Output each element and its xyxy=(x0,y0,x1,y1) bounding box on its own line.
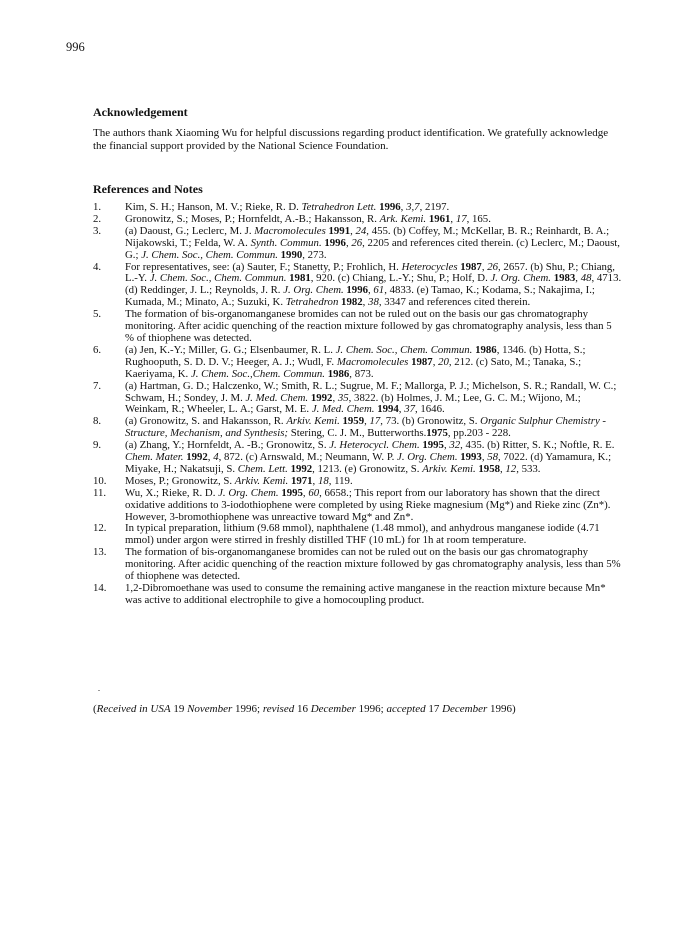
reference-number: 12. xyxy=(93,522,107,535)
references-heading: References and Notes xyxy=(93,182,203,196)
acknowledgement-heading: Acknowledgement xyxy=(93,105,188,119)
reference-text: Gronowitz, S.; Moses, P.; Hornfeldt, A.-B.; Hakansson, R. Ark. Kemi. 1961, 17, 165. xyxy=(125,212,491,225)
reference-item xyxy=(93,345,623,381)
reference-item xyxy=(93,583,623,607)
acknowledgement-body: The authors thank Xiaoming Wu for helpful discussions regarding product identification. We gratefully acknowledge the financial support provided by the National Science Foundation. xyxy=(93,127,609,152)
reference-text: Moses, P.; Gronowitz, S. Arkiv. Kemi. 1971, 18, 119. xyxy=(125,474,353,487)
reference-item xyxy=(93,523,623,547)
divider-mark xyxy=(98,690,100,691)
reference-text: The formation of bis-organomanganese bromides can not be ruled out on the basis our gas chromatography monitoring. After acidic quenching of the reaction mixture followed by gas chromatography analysis, less than 5 % of thiophene was detected. xyxy=(125,308,612,344)
reference-item xyxy=(93,262,623,310)
references-list xyxy=(93,202,623,607)
reference-text: (a) Gronowitz, S. and Hakansson, R. Arkiv. Kemi. 1959, 17, 73. (b) Gronowitz, S. Organic Sulphur Chemistry - Structure, Mechanism, and Synthesis; Stering, C. J. M., Butterworths.1975, pp.203 - 228. xyxy=(125,415,607,440)
reference-text: (a) Daoust, G.; Leclerc, M. J. Macromolecules 1991, 24, 455. (b) Coffey, M.; McKellar, B. R.; Reinhardt, B. A.; Nijakowski, T.; Felda, W. A. Synth. Commun. 1996, 26, 2205 and references cited therein. (c) Leclerc, M.; Daoust, G.; J. Chem. Soc., Chem. Commun. 1990, 273. xyxy=(125,224,620,261)
reference-number: 6. xyxy=(93,343,102,356)
reference-number: 14. xyxy=(93,582,107,594)
page-number: 996 xyxy=(66,40,85,54)
reference-item xyxy=(93,381,623,417)
reference-number: 1. xyxy=(93,201,102,213)
reference-text: 1,2-Dibromoethane was used to consume the remaining active manganese in the reaction mixture because Mn* was active to additional electrophile to give a homocoupling product. xyxy=(125,582,606,606)
reference-item xyxy=(93,226,623,262)
reference-item xyxy=(93,547,623,583)
reference-text: The formation of bis-organomanganese bromides can not be ruled out on the basis our gas chromatography monitoring. After acidic quenching of the reaction mixture followed by gas chromatography analysis, less than 5% of thiophene was detected. xyxy=(125,546,621,583)
reference-item xyxy=(93,488,623,524)
reference-number: 11. xyxy=(93,486,107,499)
reference-item xyxy=(93,309,623,345)
reference-number: 2. xyxy=(93,212,102,225)
reference-number: 7. xyxy=(93,379,102,392)
reference-text: Kim, S. H.; Hanson, M. V.; Rieke, R. D. Tetrahedron Lett. 1996, 3,7, 2197. xyxy=(125,201,450,213)
reference-number: 13. xyxy=(93,546,107,559)
reference-number: 9. xyxy=(93,439,102,452)
reference-text: (a) Hartman, G. D.; Halczenko, W.; Smith, R. L.; Sugrue, M. F.; Mallorga, P. J.; Michelson, S. R.; Randall, W. C.; Schwam, H.; Sondey, J. M. J. Med. Chem. 1992, 35, 3822. (b) Holmes, J. M.; Lee, G. C. M.; Wijono, M.; Weinkam, R.; Wheeler, L. A.; Garst, M. E. J. Med. Chem. 1994, 37, 1646. xyxy=(125,379,617,416)
received-dates: (Received in USA 19 November 1996; revised 16 December 1996; accepted 17 December 1996) xyxy=(93,703,516,715)
reference-number: 3. xyxy=(93,224,102,237)
reference-text: In typical preparation, lithium (9.68 mmol), naphthalene (1.48 mmol), and anhydrous manganese iodide (4.71 mmol) under argon were stirred in freshly distilled THF (10 mL) for 1h at room temperature. xyxy=(125,522,600,547)
reference-text: Wu, X.; Rieke, R. D. J. Org. Chem. 1995, 60, 6658.; This report from our laboratory has shown that the direct oxidative additions to 3-iodothiophene were completed by using Rieke magnesium (Mg*) and Rieke zinc (Zn*). However, 3-bromothiophene was unreactive toward Mg* and Zn*. xyxy=(125,486,611,523)
reference-number: 8. xyxy=(93,415,102,428)
reference-text: For representatives, see: (a) Sauter, F.; Stanetty, P.; Frohlich, H. Heterocycles 1987, 26, 2657. (b) Shu, P.; Chiang, L.-Y. J. Chem. Soc., Chem. Commun. 1981, 920. (c) Chiang, L.-Y.; Shu, P.; Holf, D. J. Org. Chem. 1983, 48, 4713. (d) Reddinger, J. L.; Reynolds, J. R. J. Org. Chem. 1996, 61, 4833. (e) Tamao, K.; Kodama, S.; Nakajima, I.; Kumada, M.; Minato, A.; Suzuki, K. Tetrahedron 1982, 38, 3347 and references cited therein. xyxy=(125,260,622,309)
reference-number: 10. xyxy=(93,474,107,487)
reference-item xyxy=(93,416,623,440)
reference-item xyxy=(93,440,623,476)
reference-number: 5. xyxy=(93,308,102,321)
reference-number: 4. xyxy=(93,260,102,273)
reference-text: (a) Jen, K.-Y.; Miller, G. G.; Elsenbaumer, R. L. J. Chem. Soc., Chem. Commun. 1986, 1346. (b) Hotta, S.; Rughooputh, S. D. D. V.; Heeger, A. J.; Wudl, F. Macromolecules 1987, 20, 212. (c) Sato, M.; Tanaka, S.; Kaeriyama, K. J. Chem. Soc.,Chem. Commun. 1986, 873. xyxy=(125,343,586,380)
reference-text: (a) Zhang, Y.; Hornfeldt, A. -B.; Gronowitz, S. J. Heterocycl. Chem. 1995, 32, 435. (b) Ritter, S. K.; Noftle, R. E. Chem. Mater. 1992, 4, 872. (c) Arnswald, M.; Neumann, W. P. J. Org. Chem. 1993, 58, 7022. (d) Yamamura, K.; Miyake, H.; Nakatsuji, S. Chem. Lett. 1992, 1213. (e) Gronowitz, S. Arkiv. Kemi. 1958, 12, 533. xyxy=(125,439,615,475)
